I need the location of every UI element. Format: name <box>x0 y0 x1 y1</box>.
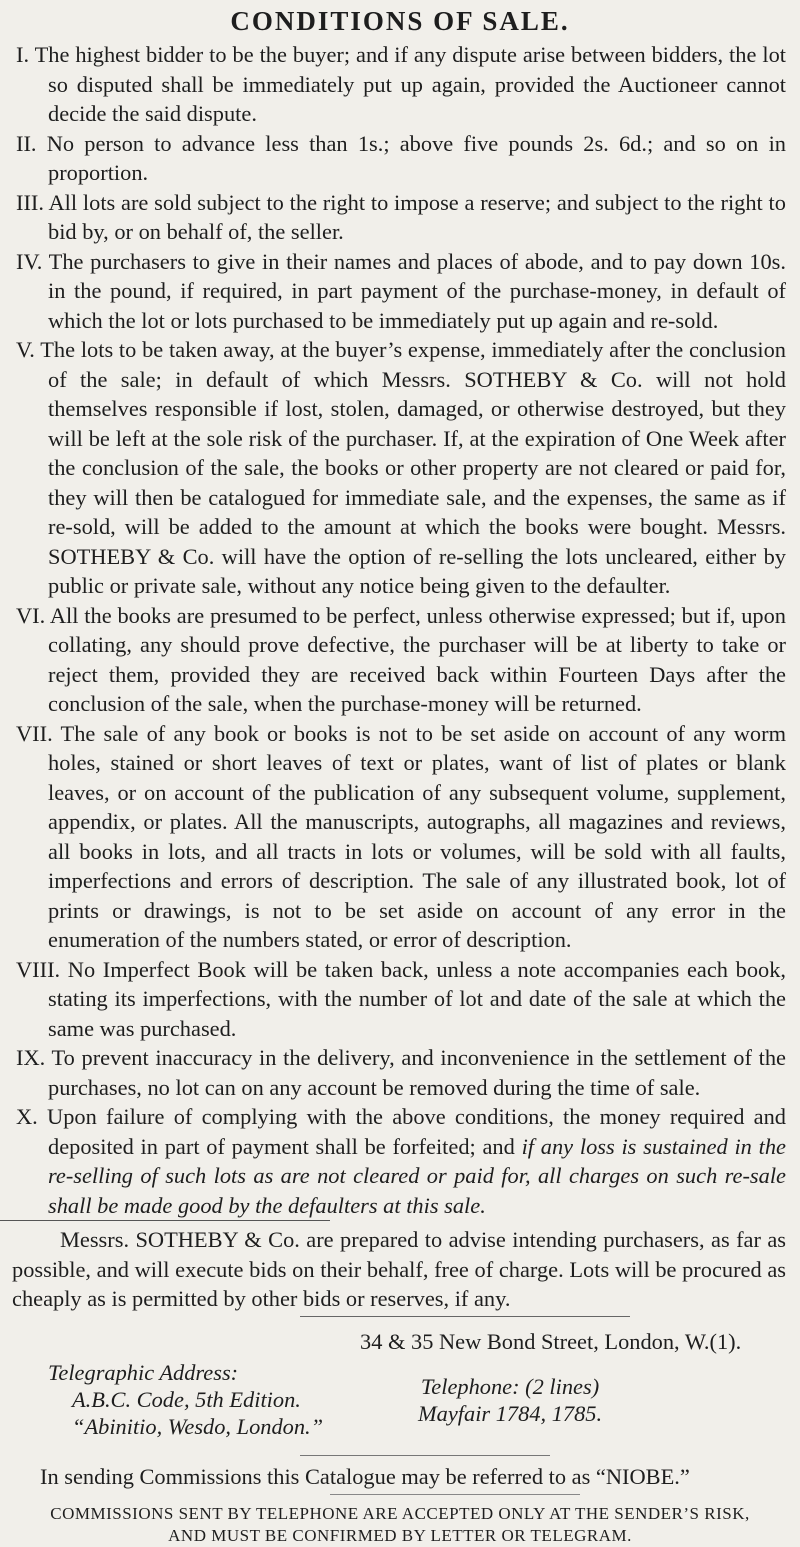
telephone-numbers: Mayfair 1784, 1785. <box>418 1400 603 1426</box>
telegraphic-heading: Telegraphic Address: <box>48 1359 239 1385</box>
condition-item <box>0 955 800 1044</box>
condition-text: No person to advance less than 1s.; above five pounds 2s. 6d.; and so on in proportion. <box>46 130 786 185</box>
condition-number: V. <box>16 337 35 362</box>
condition-item <box>0 1102 800 1220</box>
condition-item <box>0 188 800 247</box>
condition-italic-text: if any loss is sustained in the re-selling of such lots as are not cleared or paid for, all charges on such re-sale shall be made good by the defaulters at this sale. <box>48 1133 786 1218</box>
condition-number: II. <box>16 130 37 156</box>
commissions-line-2: AND MUST BE CONFIRMED BY LETTER OR TELEGRAM. <box>168 1525 632 1545</box>
condition-number: I. <box>16 42 30 67</box>
telegraphic-address <box>48 1359 323 1440</box>
condition-number: X. <box>16 1104 38 1129</box>
condition-text: The sale of any book or books is not to be set aside on account of any worm holes, stained or short leaves of text or plates, want of list of plates or blank leaves, or on account of the publication of any subsequent volume, supplement, appendix, or plates. All the manuscripts, autographs, all magazines and reviews, all books in lots, and all tracts in lots or volumes, will be sold with all faults, imperfections and errors of description. The sale of any illustrated book, lot of prints or drawings, is not to be set aside on account of any error in the enumeration of the numbers stated, or error of description. <box>48 720 786 952</box>
condition-number: III. <box>16 189 44 215</box>
condition-text: All lots are sold subject to the right to impose a reserve; and subject to the right to bid by, or on behalf of, the seller. <box>48 189 786 244</box>
condition-item <box>0 40 800 129</box>
commissions-notice <box>0 1503 800 1547</box>
page-title: CONDITIONS OF SALE. <box>230 6 570 36</box>
condition-item <box>0 719 800 955</box>
condition-item <box>0 335 800 601</box>
street-address: 34 & 35 New Bond Street, London, W.(1). <box>360 1328 742 1354</box>
condition-item <box>0 601 800 719</box>
condition-text: The purchasers to give in their names and places of abode, and to pay down 10s. in the pound, if required, in part payment of the purchase-money, in default of which the lot or lots purchased to be immediately put up again and re-sold. <box>48 248 786 333</box>
conditions-list <box>0 40 800 1220</box>
condition-number: VI. <box>16 602 46 628</box>
divider <box>300 1316 630 1317</box>
telephone-info <box>418 1373 602 1427</box>
condition-text: All the books are presumed to be perfect, unless otherwise expressed; but if, upon collating, any should prove defective, the purchaser will be at liberty to take or reject them, provided they are received back within Fourteen Days after the conclusion of the sale, when the purchase-money will be returned. <box>48 602 786 716</box>
commissions-line-1: COMMISSIONS SENT BY TELEPHONE ARE ACCEPTED ONLY AT THE SENDER’S RISK, <box>50 1503 750 1523</box>
condition-item <box>0 129 800 188</box>
condition-text: To prevent inaccuracy in the delivery, and inconvenience in the settlement of the purchases, no lot can on any account be removed during the time of sale. <box>48 1045 786 1100</box>
telephone-heading: Telephone: (2 lines) <box>420 1373 600 1399</box>
advise-paragraph: Messrs. SOTHEBY & Co. are prepared to advise intending purchasers, as far as possible, and will execute bids on their behalf, free of charge. Lots will be procured as cheaply as is permitted by other bids or reserves, if any. <box>12 1227 786 1311</box>
condition-number: IV. <box>16 248 43 274</box>
condition-text: The highest bidder to be the buyer; and if any dispute arise between bidders, the lot so disputed shall be immediately put up again, provided the Auctioneer cannot decide the said dispute. <box>34 42 786 126</box>
condition-text: Upon failure of complying with the above conditions, the money required and deposited in part of payment shall be forfeited; and <box>47 1104 786 1159</box>
divider <box>330 1494 580 1495</box>
condition-text: No Imperfect Book will be taken back, unless a note accompanies each book, stating its imperfections, with the number of lot and date of the sale at which the same was purchased. <box>48 956 786 1041</box>
telegraphic-words: “Abinitio, Wesdo, London.” <box>72 1413 324 1439</box>
condition-text: The lots to be taken away, at the buyer’s expense, immediately after the conclusion of the sale; in default of which Messrs. SOTHEBY & Co. will not hold themselves responsible if lost, stolen, damaged, or otherwise destroyed, but they will be left at the sole risk of the purchaser. If, at the expiration of One Week after the conclusion of the sale, the books or other property are not cleared or paid for, they will then be catalogued for immediate sale, and the expenses, the same as if re-sold, will be added to the amount at which the books were bought. Messrs. SOTHEBY & Co. will have the option of re-selling the lots uncleared, either by public or private sale, without any notice being given to the defaulter. <box>40 337 786 598</box>
divider <box>300 1455 550 1456</box>
condition-number: IX. <box>16 1045 46 1070</box>
contact-block <box>0 1359 800 1455</box>
condition-item <box>0 1043 800 1102</box>
condition-number: VIII. <box>16 956 61 982</box>
condition-item <box>0 247 800 336</box>
telegraphic-code: A.B.C. Code, 5th Edition. <box>72 1386 301 1412</box>
catalogue-note: In sending Commissions this Catalogue may be referred to as “NIOBE.” <box>40 1463 690 1489</box>
condition-number: VII. <box>16 720 53 746</box>
